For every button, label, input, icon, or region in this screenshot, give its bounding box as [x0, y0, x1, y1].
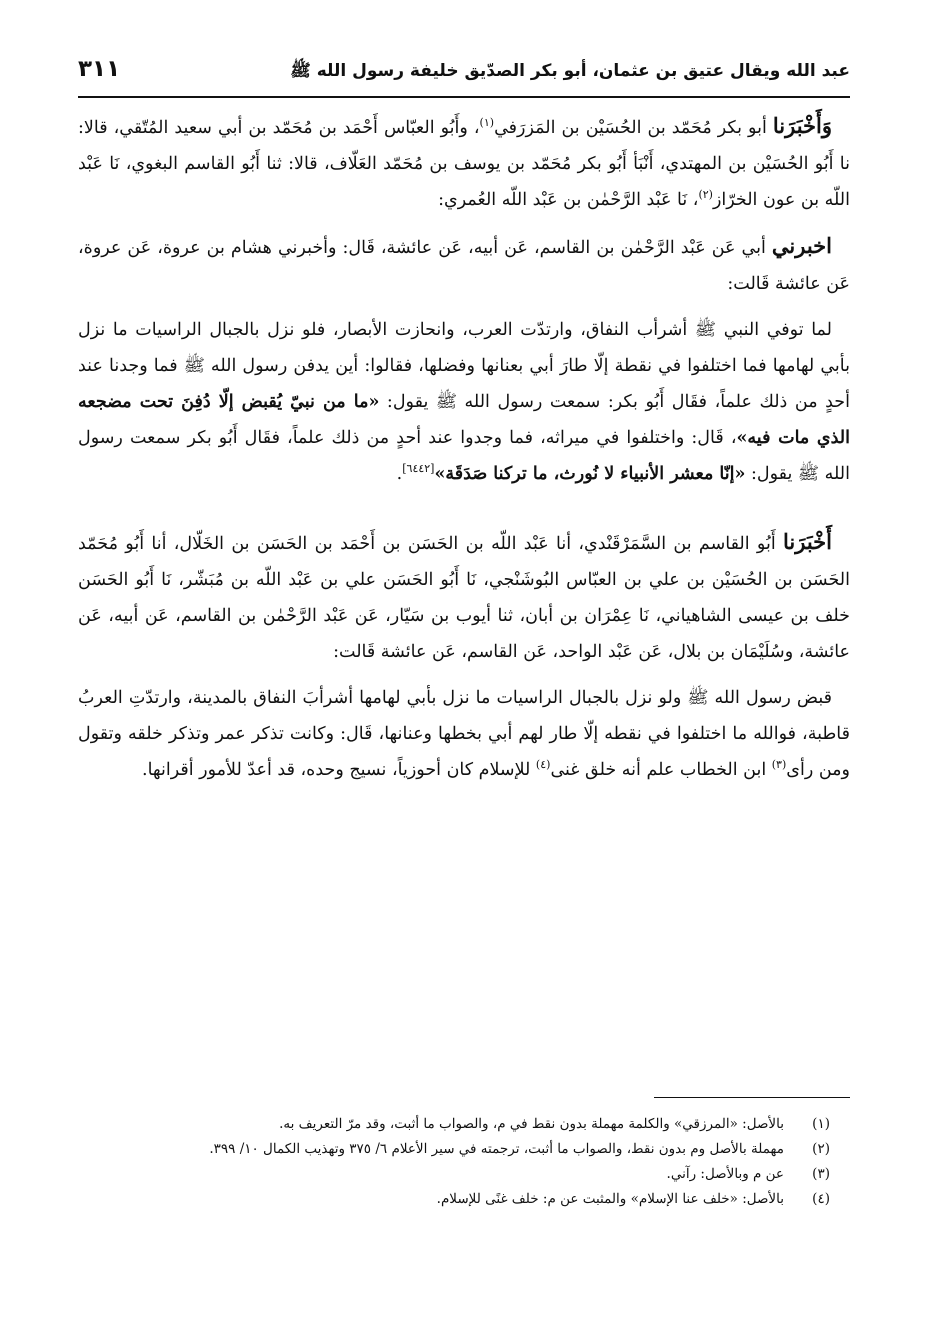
- footnote-text: بالأصل: «خلف عنا الإسلام» والمثبت عن م: خلف غنًى للإسلام.: [436, 1191, 784, 1207]
- paragraph-text: أبو بكر مُحَمّد بن الحُسَيْن بن المَزرَفي: [494, 118, 773, 138]
- footnote-item: [86, 1112, 830, 1137]
- paragraph-lead-word: وَأَخْبَرَنا: [772, 113, 832, 138]
- footnote-item: [86, 1137, 830, 1162]
- footnotes: [86, 1112, 830, 1212]
- paragraph-text: أَبُو القاسم بن السَّمَرْقَنْدي، أنا عَبْد اللّه بن الحَسَن بن أَحْمَد بن الحَسَن بن الخَلّال، أنا أَبُو مُحَمّد الحَسَن بن الحُسَيْن بن علي بن العبّاس البُوشَنْجي، نَا أَبُو الحَسَن علي بن عَبْد اللّه بن مُبَشّر، نَا أَبُو الحَسَن خلف بن عيسى الشاهياني، نَا عِمْرَان بن أبان، ثنا أيوب بن سَيّار، عَن عَبْد الرَّحْمٰن بن القاسم، عَن أبيه، عَن عائشة، وسُلَيْمَان بن بلال، عَن عَبْد الواحد، عَن القاسم، عَن عائشة قَالت:: [78, 534, 850, 662]
- hadith-reference-number: [٦٤٤٢]: [402, 462, 435, 476]
- footnote-item: [86, 1187, 830, 1212]
- paragraph-text: للإسلام كان أحوزياً، نسيج وحده، قد أعدّ للأمور أقرانها.: [142, 760, 536, 780]
- footnote-text: مهملة بالأصل وم بدون نقط، والصواب ما أثبت، ترجمته في سير الأعلام ٦/ ٣٧٥ وتهذيب الكمال ١٠/ ٣٩٩.: [209, 1141, 784, 1157]
- footnote-divider: [654, 1097, 850, 1098]
- isnad-paragraph-2: [78, 228, 850, 302]
- page-number: ٣١١: [78, 56, 121, 82]
- page-header: [78, 52, 850, 98]
- footnote-marker: (٤): [535, 758, 551, 772]
- running-title: عبد الله ويقال عتيق بن عثمان، أبو بكر الصدّيق خليفة رسول الله ﷺ: [290, 61, 850, 81]
- footnote-number: (٢): [812, 1141, 830, 1157]
- footnote-item: [86, 1162, 830, 1187]
- paragraph-text: ، قَال: واختلفوا في ميراثه، فما وجدوا عند أحدٍ من ذلك علماً، فقَال أَبُو بكر سمعت رسول الله ﷺ يقول:: [78, 428, 850, 484]
- paragraph-lead-word: اخبرني: [771, 233, 832, 258]
- footnote-number: (٤): [812, 1191, 830, 1207]
- paragraph-text: قبض رسول الله ﷺ ولو نزل بالجبال الراسيات ما نزل بأبي لهامها أشرأبَ النفاق بالمدينة، وارتدّتِ العربُ قاطبة، فوالله ما اختلفوا في نقطه إلّا طار لهم أبي بخطها وعنانها، قَال: وكانت تذكر عمر وتذكر خلقه وتقول ومن رأى: [78, 688, 850, 780]
- paragraph-text: ، وأَبُو العبّاس أَحْمَد بن مُحَمّد بن أبي سعيد المُتّقي، قالا: نا أَبُو الحُسَيْن بن المهتدي، أَنْبَأ أَبُو بكر مُحَمّد بن يوسف بن مُحَمّد العَلّاف، قالا: ثنا أَبُو القاسم البغوي، نَا عَبْد اللّه بن عون الخرّاز: [78, 118, 850, 210]
- paragraph-text: ابن الخطاب علم أنه خلق غنى: [550, 760, 772, 780]
- footnote-number: (١): [812, 1116, 830, 1132]
- matn-paragraph-1: [78, 312, 850, 492]
- hadith-quote: «ما من نبيّ يُقبض إلّا دُفِنَ تحت مضجعه الذي مات فيه»: [78, 392, 850, 448]
- paragraph-text: .: [396, 464, 403, 484]
- paragraph-text: لما توفي النبي ﷺ أشرأب النفاق، وارتدّت العرب، وانحازت الأبصار، فلو نزل بالجبال الراسيات ما نزل بأبي لهامها فما اختلفوا في نقطة إلّا طارَ أبي بعنانها وفضلها، فقالوا: أين يدفن رسول الله ﷺ فما وجدنا عند أحدٍ من ذلك علماً، فقَال أَبُو بكر: سمعت رسول الله ﷺ يقول:: [78, 320, 850, 412]
- footnote-text: عن م وبالأصل: رآني.: [666, 1166, 784, 1182]
- paragraph-lead-word: أَخْبَرَنا: [783, 529, 832, 554]
- isnad-paragraph-1: [78, 108, 850, 218]
- isnad-paragraph-3: [78, 524, 850, 670]
- paragraph-text: ، نَا عَبْد الرَّحْمٰن بن عَبْد اللّه العُمري:: [438, 190, 699, 210]
- footnote-number: (٣): [812, 1166, 830, 1182]
- hadith-quote: «إنّا معشر الأنبياء لا نُورث، ما تركنا صَدَقَة»: [434, 464, 746, 484]
- footnote-marker: (٣): [771, 758, 787, 772]
- main-text: [78, 108, 850, 788]
- matn-paragraph-2: [78, 680, 850, 788]
- footnote-marker: (٢): [698, 188, 713, 202]
- paragraph-text: أبي عَن عَبْد الرَّحْمٰن بن القاسم، عَن أبيه، عَن عائشة، قَال: وأخبرني هشام بن عروة، عَن عروة، عَن عائشة قَالت:: [78, 238, 850, 294]
- footnote-text: بالأصل: «المرزقي» والكلمة مهملة بدون نقط في م، والصواب ما أثبت، وقد مرّ التعريف به.: [279, 1116, 784, 1132]
- footnote-marker: (١): [479, 116, 495, 130]
